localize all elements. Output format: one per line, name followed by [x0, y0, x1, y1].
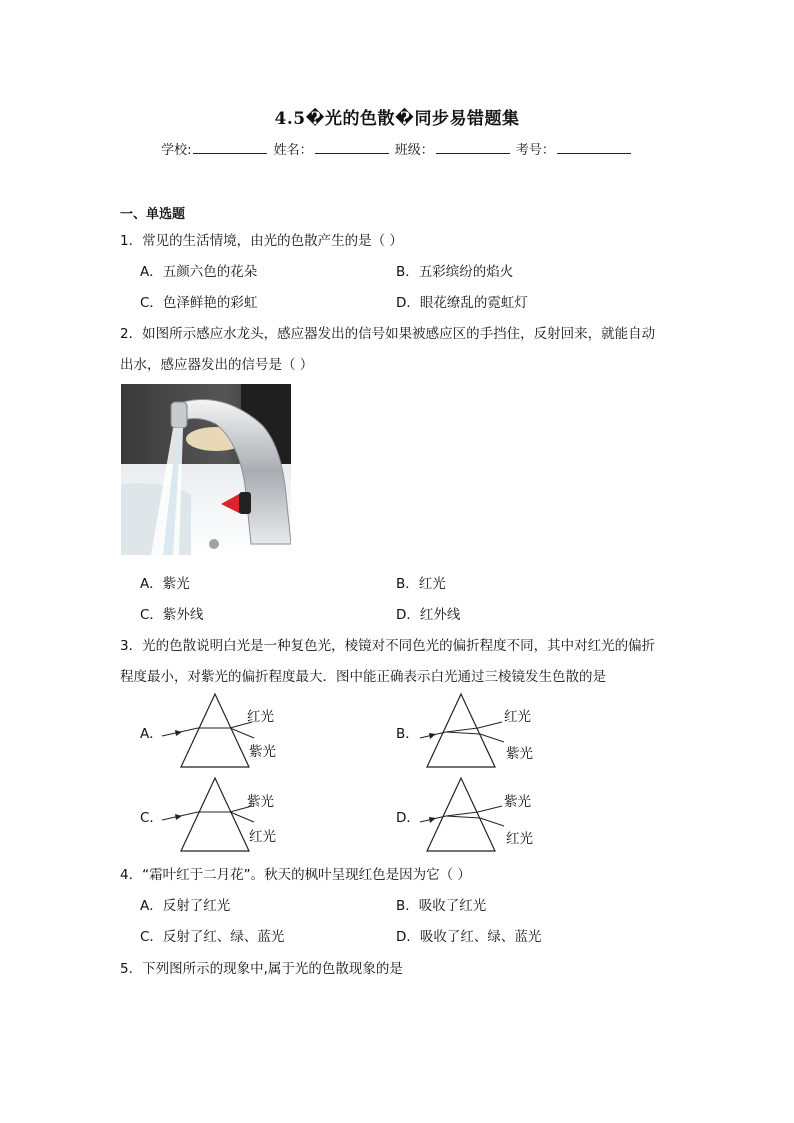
- bottom-ray-b: [480, 734, 504, 742]
- name-label: 姓名：: [273, 143, 313, 158]
- q2-option-b[interactable]: B．红光: [396, 576, 446, 592]
- inner-ray-b-2: [446, 732, 480, 734]
- prism-a: [181, 694, 249, 767]
- arrow-a: [175, 730, 182, 736]
- q5-stem: 5．下列图所示的现象中,属于光的色散现象的是: [120, 961, 403, 977]
- q3-option-b-top-label: 红光: [504, 709, 531, 725]
- class-label: 班级：: [394, 143, 434, 158]
- q2-option-c[interactable]: C．紫外线: [140, 607, 204, 623]
- q4-option-d[interactable]: D．吸收了红、绿、蓝光: [396, 929, 542, 945]
- q3-option-d-bottom-label: 红光: [506, 831, 533, 847]
- bottom-ray-d: [480, 818, 504, 826]
- exam-number-label: 考号：: [515, 143, 555, 158]
- q2-stem-line2: 出水，感应器发出的信号是（ ）: [120, 357, 314, 373]
- student-info-line: [0, 139, 794, 158]
- q1-option-d[interactable]: D．眼花缭乱的霓虹灯: [396, 295, 528, 311]
- q3-option-d-letter[interactable]: D．: [396, 810, 420, 826]
- faucet-photo: [121, 384, 291, 555]
- q3-stem-line1: 3．光的色散说明白光是一种复色光，棱镜对不同色光的偏折程度不同，其中对红光的偏折: [120, 638, 656, 654]
- page-title: 4.5�光的色散�同步易错题集: [274, 109, 520, 129]
- inner-ray-d-2: [446, 816, 480, 818]
- q3-option-d-top-label: 紫光: [504, 794, 531, 810]
- school-label: 学校:: [161, 143, 192, 158]
- top-ray-b: [478, 722, 502, 728]
- section-heading: 一、单选题: [120, 207, 186, 222]
- q1-stem: 1．常见的生活情境，由光的色散产生的是（ ）: [120, 233, 403, 249]
- school-blank[interactable]: [193, 141, 267, 154]
- q3-option-c-top-label: 紫光: [247, 794, 274, 810]
- q1-option-b[interactable]: B．五彩缤纷的焰火: [396, 264, 514, 280]
- q3-option-b-letter[interactable]: B．: [396, 726, 419, 742]
- q4-option-c[interactable]: C．反射了红、绿、蓝光: [140, 929, 285, 945]
- arrow-c: [175, 814, 182, 820]
- q3-option-c-bottom-label: 红光: [249, 829, 276, 845]
- q2-option-a[interactable]: A．紫光: [140, 576, 190, 592]
- q1-option-a[interactable]: A．五颜六色的花朵: [140, 264, 258, 280]
- q4-option-b[interactable]: B．吸收了红光: [396, 898, 487, 914]
- arrow-b: [429, 733, 436, 739]
- exam-number-blank[interactable]: [557, 141, 631, 154]
- q1-option-c[interactable]: C．色泽鲜艳的彩虹: [140, 295, 258, 311]
- q2-stem-line1: 2．如图所示感应水龙头，感应器发出的信号如果被感应区的手挡住，反射回来，就能自动: [120, 326, 656, 342]
- top-ray-d: [478, 806, 502, 812]
- class-blank[interactable]: [436, 141, 510, 154]
- q3-option-a-top-label: 红光: [247, 709, 274, 725]
- faucet-illustration: [121, 384, 291, 555]
- q4-stem: 4．“霜叶红于二月花”。秋天的枫叶呈现红色是因为它（ ）: [120, 867, 471, 883]
- inner-ray-b-1: [446, 728, 478, 732]
- q3-option-b-bottom-label: 紫光: [506, 746, 533, 762]
- q3-stem-line2: 程度最小，对紫光的偏折程度最大．图中能正确表示白光通过三棱镜发生色散的是: [120, 669, 606, 685]
- q4-option-a[interactable]: A．反射了红光: [140, 898, 231, 914]
- q3-option-c-letter[interactable]: C．: [140, 810, 163, 826]
- inner-ray-d-1: [446, 812, 478, 816]
- arrow-d: [429, 817, 436, 823]
- q2-option-d[interactable]: D．红外线: [396, 607, 461, 623]
- name-blank[interactable]: [315, 141, 389, 154]
- q3-option-a-bottom-label: 紫光: [249, 744, 276, 760]
- q3-option-a-letter[interactable]: A．: [140, 726, 163, 742]
- prism-c: [181, 778, 249, 851]
